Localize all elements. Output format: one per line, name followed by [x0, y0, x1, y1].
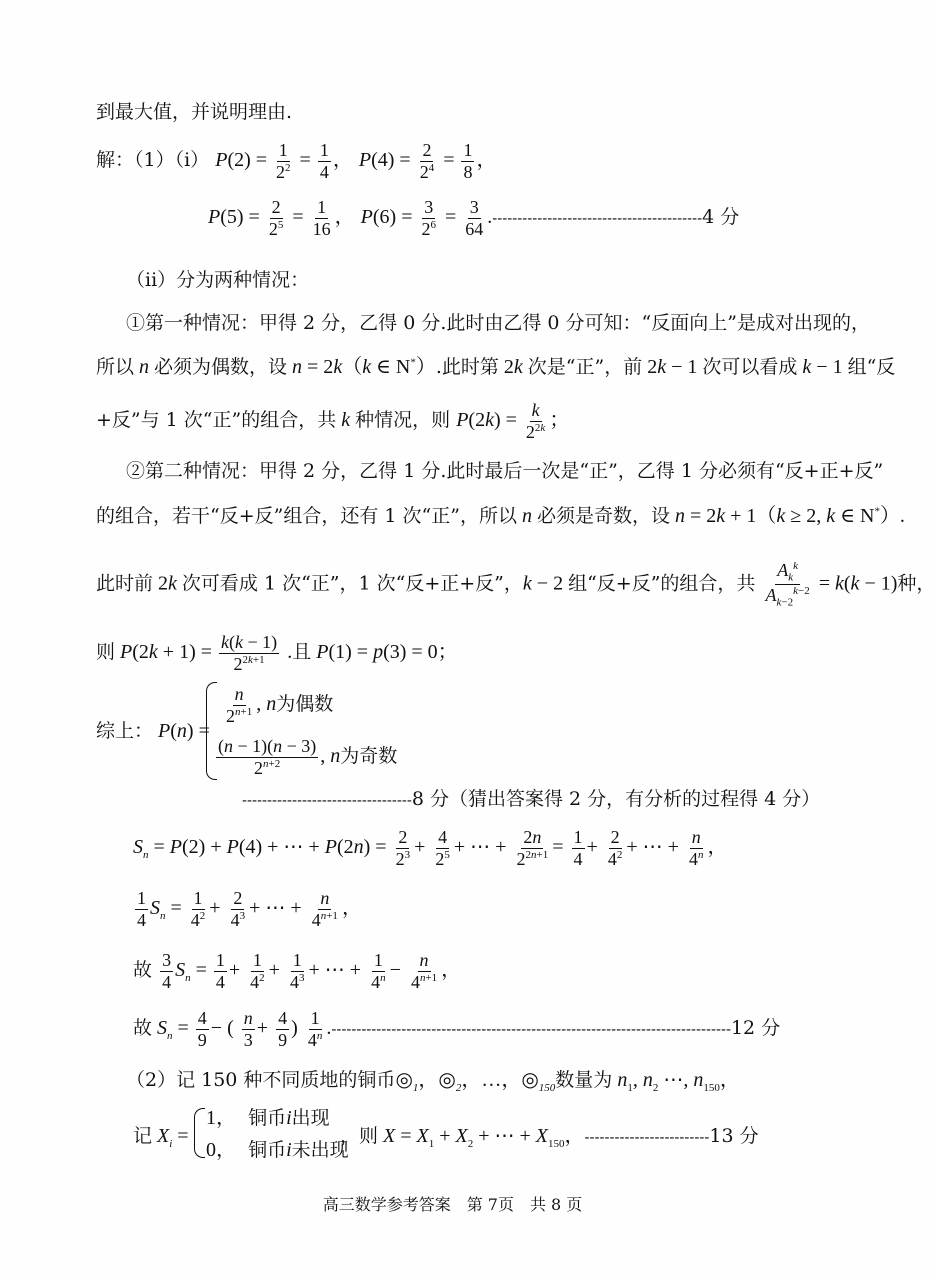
- score-8: ----------------------------------8 分（猜出答案得 2 分，有分析的过程得 4 分）: [242, 788, 821, 810]
- score-12: 12 分: [730, 1017, 781, 1040]
- text-line: 记 $X_i$ =: [133, 1125, 189, 1150]
- piecewise-odd: $\frac{(n - 1)(n - 3)}{2^{n+2}}$ , n为奇数: [218, 736, 398, 778]
- equation-sn-result: 故 $S_n$ = $\frac{4}{9}$ − ( $\frac{n}{3}$ + $\frac{4}{9}$ ) $\frac{1}{4^n}$ .--------------------------------------------------------------------------------12 分: [133, 1008, 781, 1050]
- text-line: 到最大值，并说明理由.: [96, 101, 293, 123]
- text-line: +反”与 1 次“正”的组合，共 k 种情况，则 P(2k) = $\frac{k}{2^{2k}}$ ；: [96, 400, 570, 442]
- equation-quarter-sn: $\frac{1}{4}$ $S_n$ = $\frac{1}{4^2}$ + $\frac{2}{4^3}$ + ⋯ + $\frac{n}{4^{n+1}}$ ，: [137, 888, 362, 930]
- equation-x-sum: ，则 $X = X_1 + X_2$ + ⋯ + $X_{150}$，-------------------------13 分: [340, 1125, 759, 1150]
- text-line: 综上： P(n) =: [96, 720, 210, 742]
- solution-line-1: 解：（1）（i） P(2) = $\frac{1}{2^2}$ = $\frac{1}{4}$ ， P(4) = $\frac{2}{2^4}$ = $\frac{1}{8}$ ，: [96, 140, 497, 182]
- xi-case-zero: 0， 铜币i未出现: [206, 1139, 349, 1161]
- score-4: 4 分: [702, 206, 740, 229]
- xi-case-one: 1， 铜币i出现: [206, 1107, 330, 1129]
- equation-sn: $S_n = P(2) + P(4)$ + ⋯ + P(2n) = $\frac{2}{2^3}$ + $\frac{4}{2^5}$ + ⋯ + $\frac{2n}{2^{2n+1}}$ = $\frac{1}{4}$ + $\frac{2}{4^2}$ + ⋯ + $\frac{n}{4^n}$ ，: [133, 827, 728, 869]
- text-line: 则 P(2k + 1) = $\frac{k(k - 1)}{2^{2k+1}}$ .且 P(1) = p(3) = 0；: [96, 632, 458, 674]
- piecewise-brace: [194, 1108, 205, 1158]
- text-line: ①第一种情况：甲得 2 分，乙得 0 分.此时由乙得 0 分可知：“反面向上”是成对出现的，: [126, 312, 870, 334]
- solution-line-2: P(5) = $\frac{2}{2^5}$ = $\frac{1}{16}$ ， P(6) = $\frac{3}{2^6}$ = $\frac{3}{64}$ .------------------------------------------4 分: [208, 197, 740, 239]
- text-line: ②第二种情况：甲得 2 分，乙得 1 分.此时最后一次是“正”，乙得 1 分必须有“反+正+反”: [126, 460, 884, 482]
- text-line: 此时前 2k 次可看成 1 次“正”，1 次“反+正+反”，k − 2 组“反+反”的组合，共 $A_k^k$ $A_{k-2}^{k-2}$ = k(k − 1)种，: [96, 560, 935, 609]
- score-13: 13 分: [709, 1125, 759, 1147]
- text-line: 所以 n 必须为偶数，设 n = 2k（k ∈ N*）.此时第 2k 次是“正”，前 2k − 1 次可以看成 k − 1 组“反: [96, 356, 896, 378]
- text-line: 的组合，若干“反+反”组合，还有 1 次“正”，所以 n 必须是奇数，设 n = 2k + 1（k ≥ 2, k ∈ N*）.: [96, 505, 905, 527]
- equation-three-quarter-sn: 故 $\frac{3}{4}$ $S_n$ = $\frac{1}{4}$ + $\frac{1}{4^2}$ + $\frac{1}{4^3}$ + ⋯ + $\frac{1}{4^n}$ − $\frac{n}{4^{n+1}}$ ，: [133, 950, 462, 992]
- page-footer: 高三数学参考答案 第 7页 共 8 页: [322, 1195, 583, 1214]
- text-line: （ii）分为两种情况：: [126, 269, 310, 291]
- text-line: （2）记 150 种不同质地的铜币$◎_1$，$◎_2$，…，$◎_{150}$数量为 $n_1$, $n_2$ ⋯, $n_{150}$，: [126, 1069, 740, 1094]
- piecewise-even: $\frac{n}{2^{n+1}}$ , n为偶数: [226, 684, 334, 726]
